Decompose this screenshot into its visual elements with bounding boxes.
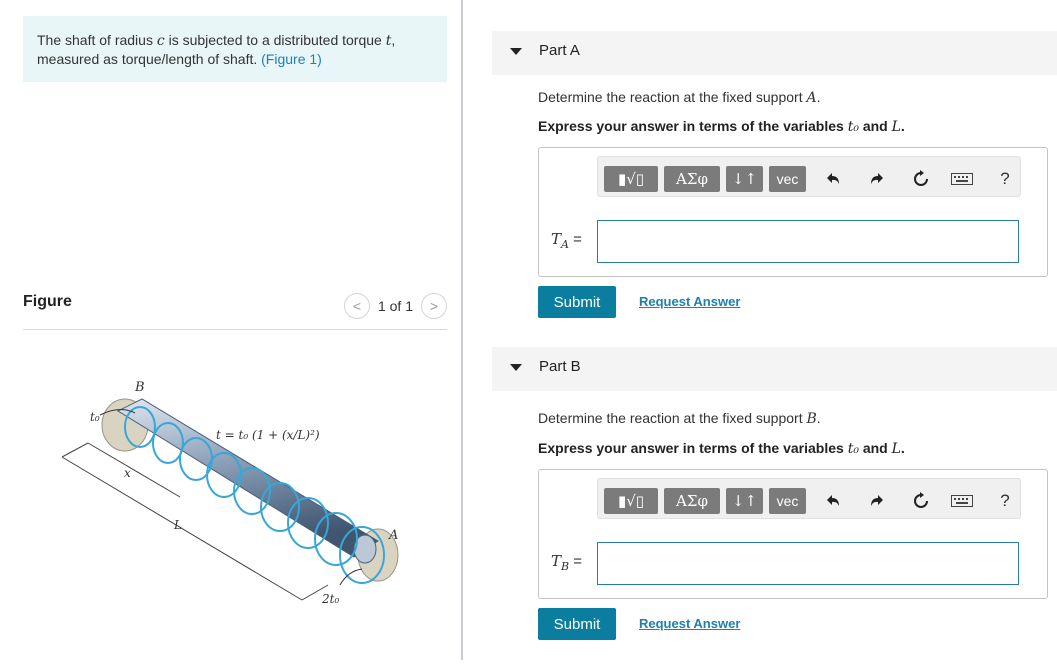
label-2t0: 2t₀ [322,592,340,606]
instruction-text: . [900,440,905,456]
help-icon[interactable]: ? [1000,169,1010,188]
instruction-text: Express your answer in terms of the variables [538,118,848,134]
prev-figure-button[interactable]: < [344,293,370,319]
instruction-var: L [891,441,901,457]
redo-icon[interactable] [864,166,890,192]
keyboard-icon[interactable] [948,166,976,192]
part-b-request-answer-link[interactable]: Request Answer [639,616,741,631]
label-L: L [174,518,182,532]
vec-button[interactable]: vec [769,166,806,192]
instruction-var: t₀ [847,441,859,457]
problem-text: measured as torque/length of shaft. [37,51,262,67]
var-t: t [385,33,392,49]
problem-statement [23,16,447,82]
question-text: Determine the reaction at the fixed support [538,89,807,105]
part-a-label: Part A [539,42,580,59]
vec-button[interactable]: vec [769,488,806,514]
problem-text: The shaft of radius [37,32,157,48]
part-a-submit-button[interactable]: Submit [538,286,616,318]
var-sub: A [561,238,569,251]
equals-sign: = [569,553,583,570]
templates-button[interactable]: ▮√▯ [604,488,658,514]
label-x: x [124,466,131,480]
help-icon[interactable]: ? [1000,491,1010,510]
keyboard-icon[interactable] [948,488,976,514]
instruction-text: Express your answer in terms of the variables [538,440,848,456]
part-b-label: Part B [539,358,581,375]
shaft-figure [40,345,400,615]
part-a-instruction [538,118,905,135]
arrows-button[interactable]: ↓↑ [726,166,763,192]
next-figure-button[interactable]: > [421,293,447,319]
part-a-request-answer-link[interactable]: Request Answer [639,294,741,309]
instruction-var: t₀ [847,119,859,135]
math-toolbar [597,478,1021,519]
var-sub: B [561,560,570,573]
column-divider [461,0,463,660]
question-text: Determine the reaction at the fixed support [538,410,807,426]
part-a-header[interactable] [492,31,1057,75]
label-formula: t = t₀ (1 + (x/L)²) [216,428,320,442]
figure-pager [344,293,447,319]
figure-link[interactable]: (Figure 1) [261,51,322,67]
var-name: T [551,552,562,570]
shaft-body [118,399,378,557]
greek-button[interactable]: ΑΣφ [664,166,720,192]
undo-icon[interactable] [820,488,846,514]
label-A: A [389,528,399,543]
greek-button[interactable]: ΑΣφ [664,488,720,514]
part-b-question [538,410,821,427]
label-t0: t₀ [90,410,100,424]
question-var: A [806,90,817,106]
dimension-tick [62,443,88,457]
part-b-header[interactable] [492,347,1057,391]
question-text: . [816,89,821,105]
collapse-triangle-icon[interactable] [510,48,522,55]
arrows-button[interactable]: ↓↑ [726,488,763,514]
reset-icon[interactable] [908,166,934,192]
part-b-submit-button[interactable]: Submit [538,608,616,640]
instruction-text: and [858,118,892,134]
instruction-text: . [900,118,905,134]
label-B: B [135,380,145,395]
problem-text: is subjected to a distributed torque [164,32,386,48]
part-b-answer-input[interactable] [597,542,1019,585]
undo-icon[interactable] [820,166,846,192]
var-c: c [156,33,165,49]
part-b-instruction [538,440,905,457]
part-a-answer-input[interactable] [597,220,1019,263]
var-name: T [551,230,562,248]
question-var: B [806,411,817,427]
question-text: . [816,410,821,426]
part-a-answer-panel [538,147,1048,277]
pager-text: 1 of 1 [377,298,413,314]
part-b-variable-label [551,552,582,573]
figure-header [23,290,447,330]
redo-icon[interactable] [864,488,890,514]
figure-title: Figure [23,293,72,310]
left-column [0,0,462,664]
templates-button[interactable]: ▮√▯ [604,166,658,192]
part-b-answer-panel [538,469,1048,599]
math-toolbar [597,156,1021,197]
reset-icon[interactable] [908,488,934,514]
instruction-var: L [891,119,901,135]
collapse-triangle-icon[interactable] [510,364,522,371]
equals-sign: = [568,231,582,248]
problem-text: , [391,32,396,48]
instruction-text: and [858,440,892,456]
dimension-line-x [88,443,180,497]
part-a-variable-label [551,230,582,251]
part-a-question [538,89,821,106]
